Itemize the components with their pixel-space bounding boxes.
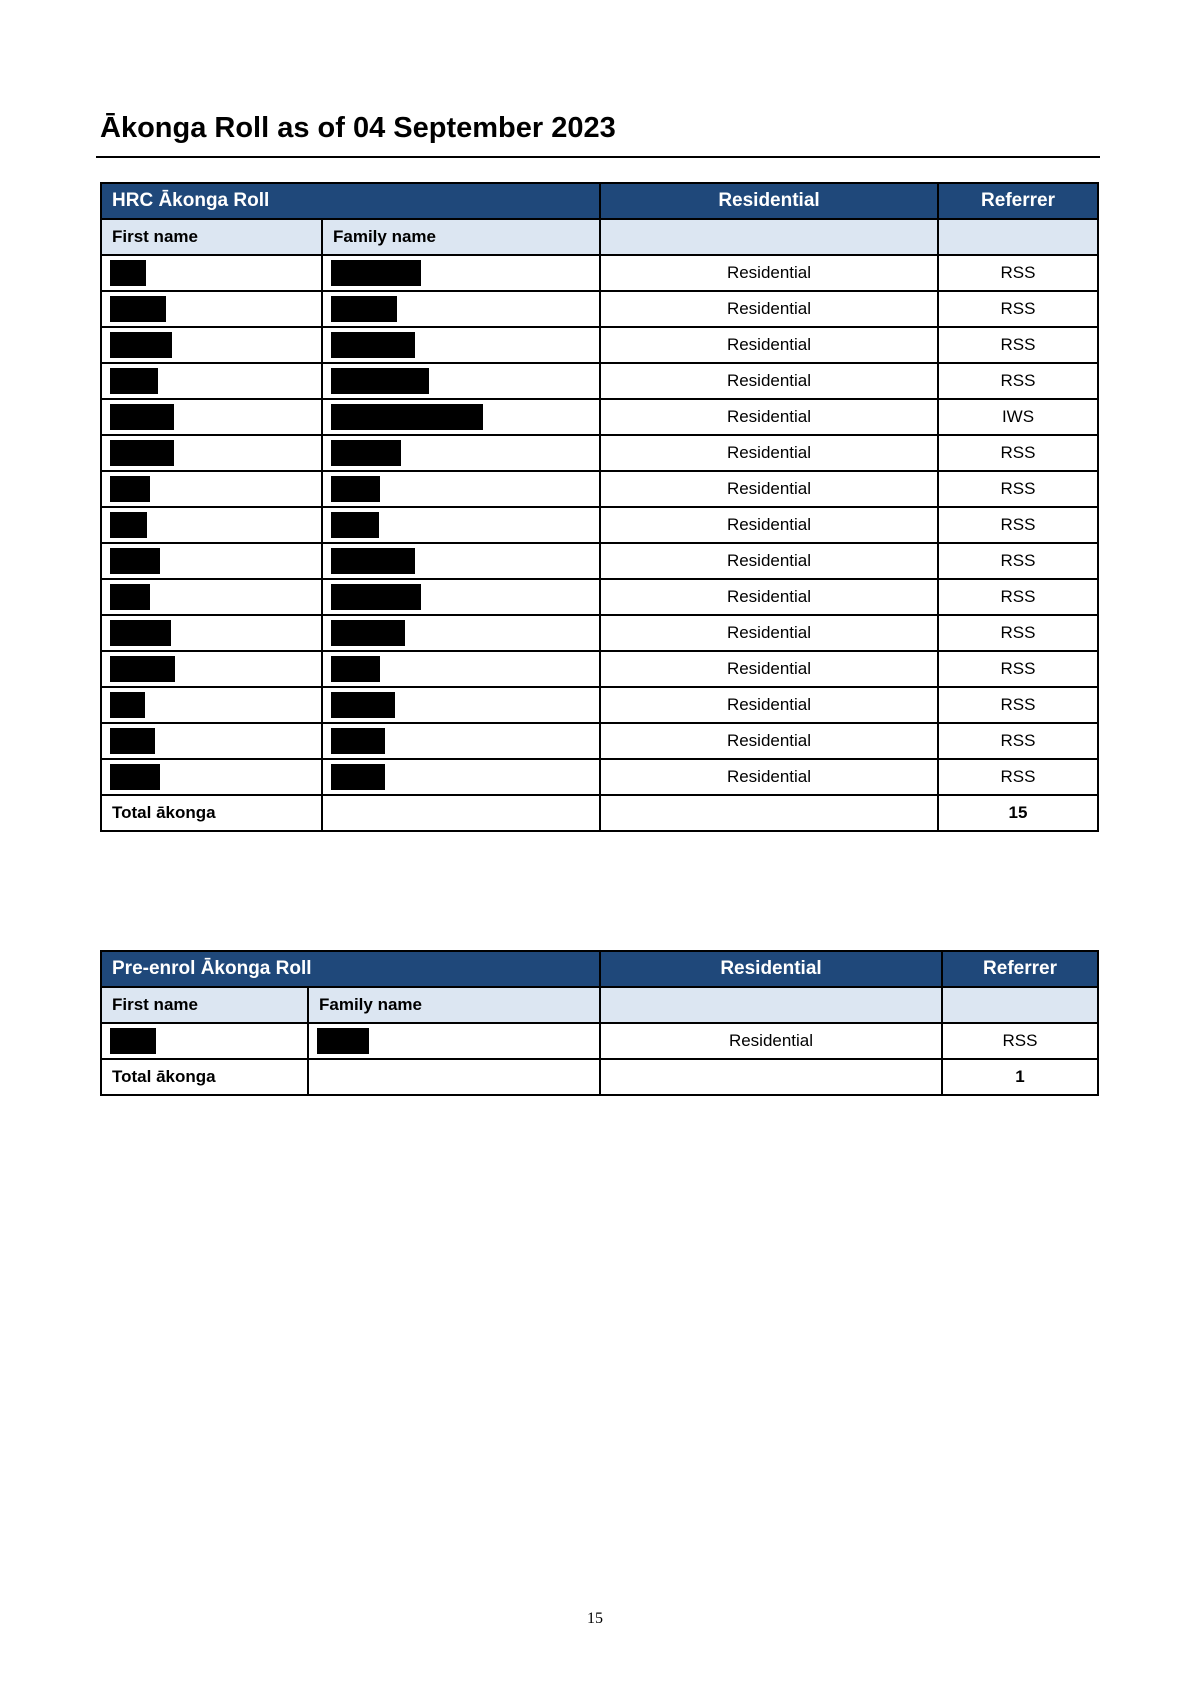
first-name-cell — [101, 651, 322, 687]
hrc-table-row — [101, 615, 1098, 651]
redacted-family-name — [317, 1028, 369, 1054]
redacted-first-name — [110, 296, 166, 322]
referrer-cell: RSS — [938, 255, 1098, 291]
hrc-rows — [101, 255, 1098, 795]
preenrol-total-row — [101, 1059, 1098, 1095]
hrc-table-row — [101, 579, 1098, 615]
hrc-table-row — [101, 687, 1098, 723]
residential-cell: Residential — [600, 723, 938, 759]
redacted-family-name — [331, 368, 429, 394]
redacted-family-name — [331, 296, 397, 322]
family-name-cell — [322, 687, 600, 723]
redacted-first-name — [110, 440, 174, 466]
family-name-cell — [322, 327, 600, 363]
hrc-table-row — [101, 435, 1098, 471]
redacted-first-name — [110, 1028, 156, 1054]
hrc-residential-header: Residential — [600, 183, 938, 219]
title-divider — [96, 156, 1100, 158]
referrer-cell: RSS — [938, 471, 1098, 507]
first-name-cell — [101, 687, 322, 723]
first-name-cell — [101, 579, 322, 615]
family-name-cell — [322, 723, 600, 759]
redacted-first-name — [110, 548, 160, 574]
preenrol-subheader-empty — [942, 987, 1098, 1023]
preenrol-family-name-header: Family name — [308, 987, 600, 1023]
family-name-cell — [322, 579, 600, 615]
redacted-family-name — [331, 404, 483, 430]
referrer-cell: RSS — [938, 327, 1098, 363]
preenrol-total-label: Total ākonga — [101, 1059, 308, 1095]
referrer-cell: RSS — [938, 615, 1098, 651]
preenrol-total-value: 1 — [942, 1059, 1098, 1095]
family-name-cell — [322, 291, 600, 327]
family-name-cell — [322, 651, 600, 687]
referrer-cell: RSS — [938, 579, 1098, 615]
redacted-first-name — [110, 476, 150, 502]
redacted-first-name — [110, 404, 174, 430]
redacted-first-name — [110, 764, 160, 790]
redacted-family-name — [331, 512, 379, 538]
page-number: 15 — [587, 1610, 603, 1627]
hrc-total-row — [101, 795, 1098, 831]
residential-cell: Residential — [600, 507, 938, 543]
first-name-cell — [101, 363, 322, 399]
hrc-table-row — [101, 543, 1098, 579]
preenrol-subheader-row — [101, 987, 1098, 1023]
redacted-first-name — [110, 692, 145, 718]
residential-cell: Residential — [600, 327, 938, 363]
referrer-cell: RSS — [938, 651, 1098, 687]
hrc-total-label: Total ākonga — [101, 795, 322, 831]
preenrol-referrer-header: Referrer — [942, 951, 1098, 987]
family-name-cell — [308, 1023, 600, 1059]
redacted-first-name — [110, 368, 158, 394]
preenrol-subheader-empty — [600, 987, 942, 1023]
hrc-table-row — [101, 363, 1098, 399]
first-name-cell — [101, 615, 322, 651]
referrer-cell: RSS — [938, 687, 1098, 723]
residential-cell: Residential — [600, 471, 938, 507]
hrc-table-row — [101, 759, 1098, 795]
first-name-cell — [101, 723, 322, 759]
family-name-cell — [322, 759, 600, 795]
redacted-family-name — [331, 476, 380, 502]
residential-cell: Residential — [600, 543, 938, 579]
hrc-table-title: HRC Ākonga Roll — [101, 183, 600, 219]
hrc-total-empty — [600, 795, 938, 831]
referrer-cell: IWS — [938, 399, 1098, 435]
residential-cell: Residential — [600, 687, 938, 723]
redacted-first-name — [110, 332, 172, 358]
redacted-family-name — [331, 440, 401, 466]
redacted-family-name — [331, 332, 415, 358]
referrer-cell: RSS — [938, 759, 1098, 795]
family-name-cell — [322, 255, 600, 291]
first-name-cell — [101, 507, 322, 543]
first-name-cell — [101, 759, 322, 795]
referrer-cell: RSS — [938, 507, 1098, 543]
preenrol-residential-header: Residential — [600, 951, 942, 987]
redacted-family-name — [331, 620, 405, 646]
hrc-total-empty — [322, 795, 600, 831]
preenrol-header-row — [101, 951, 1098, 987]
referrer-cell: RSS — [938, 543, 1098, 579]
redacted-family-name — [331, 584, 421, 610]
family-name-cell — [322, 543, 600, 579]
hrc-subheader-row — [101, 219, 1098, 255]
hrc-table-row — [101, 327, 1098, 363]
redacted-family-name — [331, 728, 385, 754]
hrc-table-row — [101, 255, 1098, 291]
referrer-cell: RSS — [938, 435, 1098, 471]
residential-cell: Residential — [600, 399, 938, 435]
residential-cell: Residential — [600, 615, 938, 651]
family-name-cell — [322, 399, 600, 435]
redacted-family-name — [331, 260, 421, 286]
first-name-cell — [101, 327, 322, 363]
preenrol-table-row — [101, 1023, 1098, 1059]
first-name-cell — [101, 1023, 308, 1059]
hrc-table-row — [101, 471, 1098, 507]
hrc-table-row — [101, 507, 1098, 543]
family-name-cell — [322, 363, 600, 399]
page-title: Ākonga Roll as of 04 September 2023 — [100, 112, 616, 144]
redacted-first-name — [110, 620, 171, 646]
referrer-cell: RSS — [938, 363, 1098, 399]
referrer-cell: RSS — [938, 723, 1098, 759]
residential-cell: Residential — [600, 435, 938, 471]
preenrol-total-empty — [600, 1059, 942, 1095]
residential-cell: Residential — [600, 1023, 942, 1059]
residential-cell: Residential — [600, 651, 938, 687]
hrc-subheader-empty — [938, 219, 1098, 255]
redacted-first-name — [110, 512, 147, 538]
redacted-family-name — [331, 764, 385, 790]
family-name-cell — [322, 507, 600, 543]
hrc-total-value: 15 — [938, 795, 1098, 831]
hrc-table-row — [101, 291, 1098, 327]
redacted-family-name — [331, 692, 395, 718]
hrc-table-row — [101, 723, 1098, 759]
first-name-cell — [101, 291, 322, 327]
redacted-first-name — [110, 584, 150, 610]
residential-cell: Residential — [600, 291, 938, 327]
first-name-cell — [101, 399, 322, 435]
hrc-referrer-header: Referrer — [938, 183, 1098, 219]
referrer-cell: RSS — [942, 1023, 1098, 1059]
family-name-cell — [322, 435, 600, 471]
hrc-family-name-header: Family name — [322, 219, 600, 255]
preenrol-rows — [101, 1023, 1098, 1059]
hrc-subheader-empty — [600, 219, 938, 255]
hrc-table-row — [101, 651, 1098, 687]
preenrol-table-title: Pre-enrol Ākonga Roll — [101, 951, 600, 987]
residential-cell: Residential — [600, 759, 938, 795]
redacted-first-name — [110, 728, 155, 754]
preenrol-roll-table — [100, 950, 1099, 1096]
hrc-roll-table — [100, 182, 1099, 832]
redacted-first-name — [110, 656, 175, 682]
hrc-header-row — [101, 183, 1098, 219]
preenrol-total-empty — [308, 1059, 600, 1095]
residential-cell: Residential — [600, 255, 938, 291]
first-name-cell — [101, 255, 322, 291]
hrc-first-name-header: First name — [101, 219, 322, 255]
redacted-family-name — [331, 656, 380, 682]
family-name-cell — [322, 471, 600, 507]
first-name-cell — [101, 435, 322, 471]
redacted-first-name — [110, 260, 146, 286]
hrc-table-row — [101, 399, 1098, 435]
redacted-family-name — [331, 548, 415, 574]
first-name-cell — [101, 471, 322, 507]
referrer-cell: RSS — [938, 291, 1098, 327]
residential-cell: Residential — [600, 363, 938, 399]
first-name-cell — [101, 543, 322, 579]
residential-cell: Residential — [600, 579, 938, 615]
family-name-cell — [322, 615, 600, 651]
preenrol-first-name-header: First name — [101, 987, 308, 1023]
